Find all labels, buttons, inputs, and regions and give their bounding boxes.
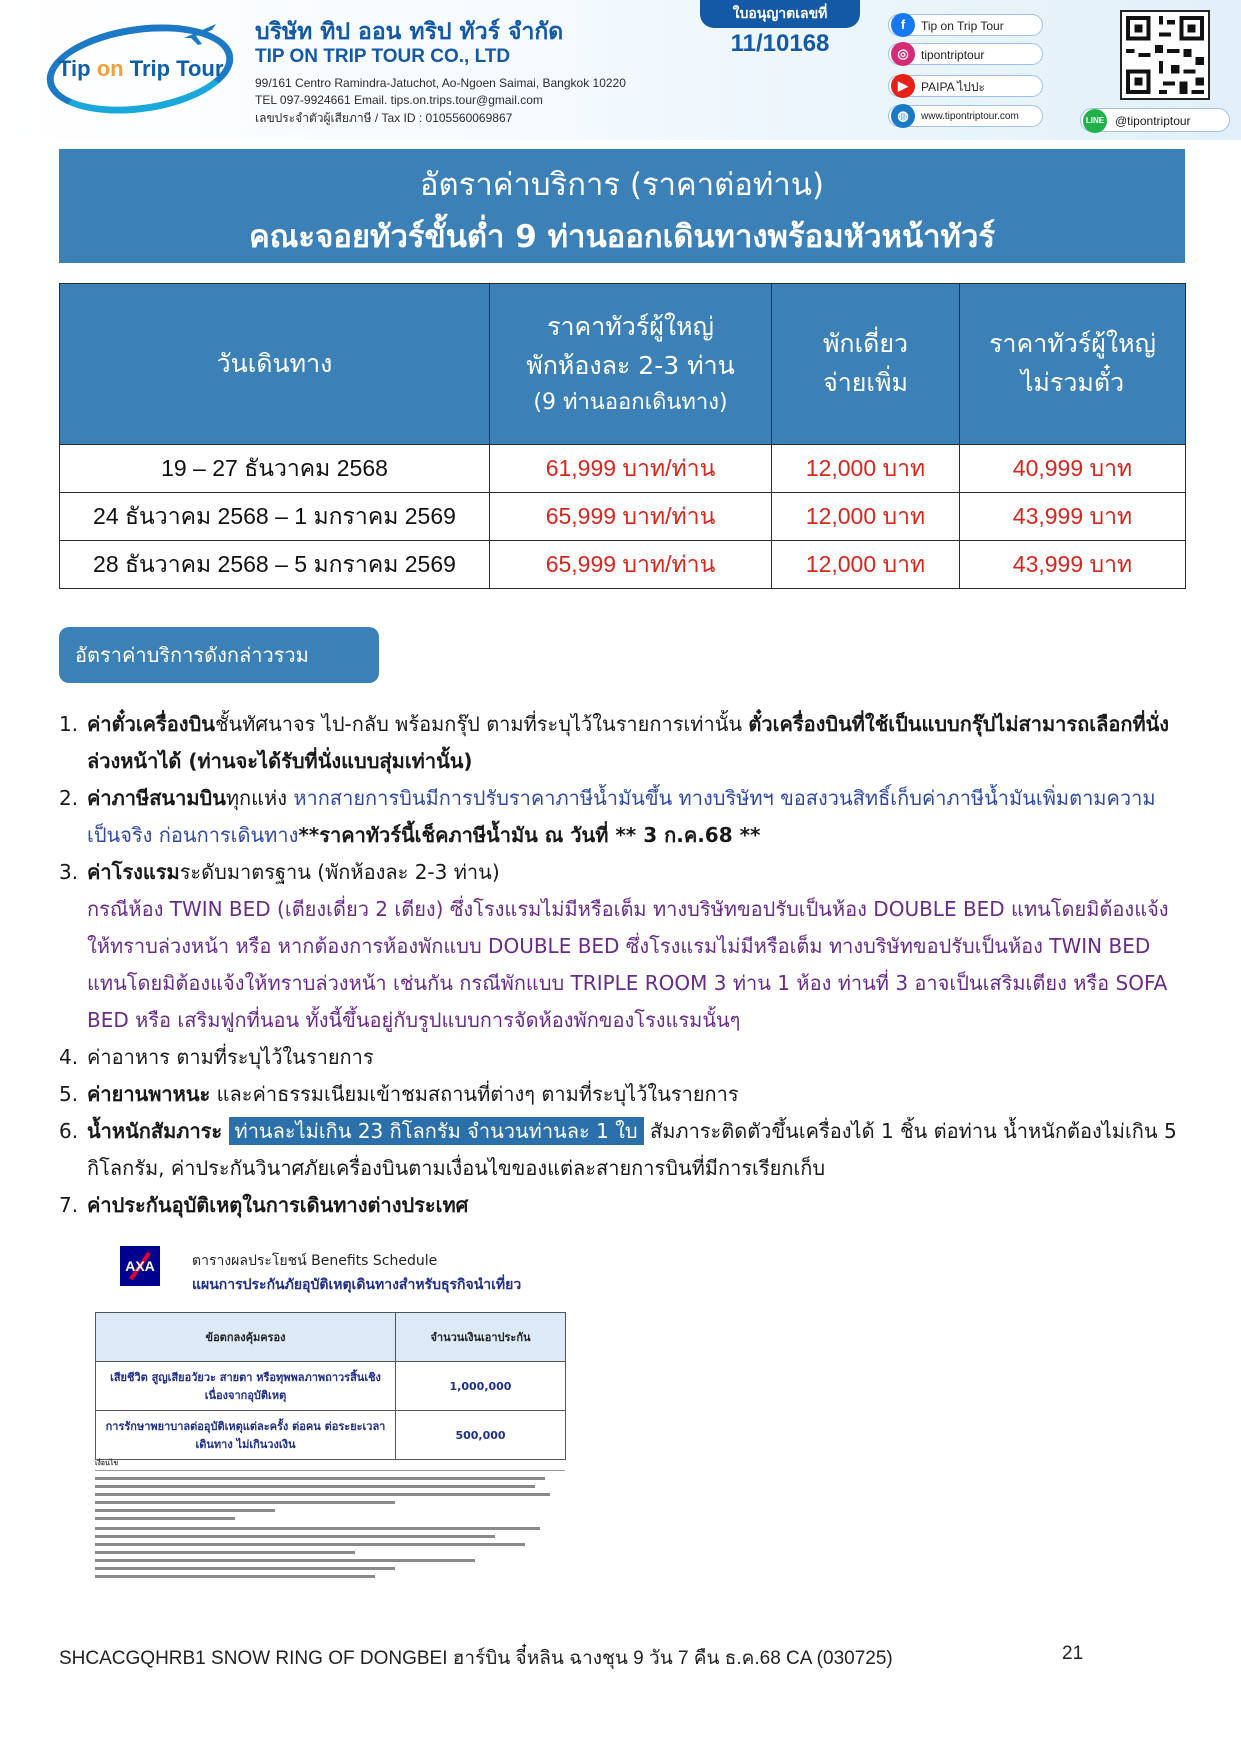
axa-logo: AXA [120,1246,160,1286]
axa-subtitle: แผนการประกันภัยอุบัติเหตุเดินทางสำหรับธุรกิจนำเที่ยว [192,1277,522,1293]
axa-row-value: 500,000 [396,1411,566,1460]
company-tax-id: เลขประจำตัวผู้เสียภาษี / Tax ID : 0105560069867 [255,111,513,125]
website-label: www.tipontriptour.com [921,111,1019,122]
license-label: ใบอนุญาตเลขที่ [700,0,860,28]
company-contact: TEL 097-9924661 Email. tips.on.trips.tour@gmail.com [255,93,543,107]
globe-icon: ◍ [891,104,915,128]
list-item: 5. ค่ายานพาหนะ และค่าธรรมเนียมเข้าชมสถานที่ต่างๆ ตามที่ระบุไว้ในรายการ [59,1082,739,1106]
company-address: 99/161 Centro Ramindra-Jatuchot, Ao-Ngoen Saimai, Bangkok 10220 [255,76,626,90]
logo-word-tip: Tip [58,56,97,81]
fine-print-lines [95,1475,565,1593]
price-table [59,283,1186,589]
list-item: 2. ค่าภาษีสนามบินทุกแห่ง หากสายการบินมีการปรับราคาภาษีน้ำมันขึ้น ทางบริษัทฯ ขอสงวนสิทธิ์เก็บค่าภาษีน้ำมันเพิ่มตามความเป็นจริง ก่อนการเดินทาง**ราคาทัวร์นี้เช็คภาษีน้ำมัน ณ วันที่ ** 3 ก.ค.68 ** [59,786,1156,847]
axa-benefits-table [95,1312,566,1460]
axa-title: ตารางผลประโยชน์ Benefits Schedule [192,1253,438,1269]
banner-subtitle: คณะจอยทัวร์ขั้นต่ำ 9 ท่านออกเดินทางพร้อมหัวหน้าทัวร์ [248,219,996,255]
adult-price: 65,999 บาท/ท่าน [490,541,772,589]
axa-row-label: เสียชีวิต สูญเสียอวัยวะ สายตา หรือทุพพลภาพถาวรสิ้นเชิงเนื่องจากอุบัติเหตุ [96,1362,396,1411]
price-without-ticket: 40,999 บาท [960,445,1186,493]
line-label: @tipontriptour [1115,114,1191,128]
list-item: 7. ค่าประกันอุบัติเหตุในการเดินทางต่างประเทศ [59,1193,469,1217]
banner-title: อัตราค่าบริการ (ราคาต่อท่าน) [419,167,825,203]
logo-text [58,56,238,82]
axa-row-value: 1,000,000 [396,1362,566,1411]
qr-code-image [1120,10,1210,100]
footer-tour-code: SHCACGQHRB1 SNOW RING OF DONGBEI ฮาร์บิน จี๋หลิน ฉางชุน 9 วัน 7 คืน ธ.ค.68 CA (030725) [59,1648,893,1669]
list-item: 3. ค่าโรงแรมระดับมาตรฐาน (พักห้องละ 2-3 ท่าน) กรณีห้อง TWIN BED (เตียงเดี่ยว 2 เตียง) ซึ่งโรงแรมไม่มีหรือเต็ม ทางบริษัทขอปรับเป็นห้อง DOUBLE BED แทนโดยมิต้องแจ้งให้ทราบล่วงหน้า หรือ หากต้องการห้องพักแบบ DOUBLE BED ซึ่งโรงแรมไม่มีหรือเต็ม ทางบริษัทขอปรับเป็นห้อง TWIN BED แทนโดยมิต้องแจ้งให้ทราบล่วงหน้า เช่นกัน กรณีพักแบบ TRIPLE ROOM 3 ท่าน 1 ห้อง ท่านที่ 3 อาจเป็นเสริมเตียง หรือ SOFA BED หรือ เสริมฟูกที่นอน ทั้งนี้ขึ้นอยู่กับรูปแบบการจัดห้องพักของโรงแรมนั้นๆ [59,860,1169,1032]
table-row [60,445,1186,493]
axa-row-label: การรักษาพยาบาลต่ออุบัติเหตุแต่ละครั้ง ต่อคน ต่อระยะเวลาเดินทาง ไม่เกินวงเงิน [96,1411,396,1460]
table-row [96,1411,566,1460]
baggage-highlight: ท่านละไม่เกิน 23 กิโลกรัม จำนวนท่านละ 1 ใบ [229,1117,644,1145]
company-name-english: TIP ON TRIP TOUR CO., LTD [255,46,511,67]
table-row [60,493,1186,541]
line-link[interactable] [1080,108,1230,132]
single-supplement: 12,000 บาท [772,445,960,493]
table-row [96,1362,566,1411]
includes-list [59,706,1185,1224]
list-item: 4. ค่าอาหาร ตามที่ระบุไว้ในรายการ [59,1045,374,1069]
list-item: 1. ค่าตั๋วเครื่องบินชั้นทัศนาจร ไป-กลับ พร้อมกรุ๊ป ตามที่ระบุไว้ในรายการเท่านั้น ตั๋วเครื่องบินที่ใช้เป็นแบบกรุ๊ปไม่สามารถเลือกที่นั่งล่วงหน้าได้ (ท่านจะได้รับที่นั่งแบบสุ่มเท่านั้น) [59,712,1170,773]
price-without-ticket: 43,999 บาท [960,493,1186,541]
price-without-ticket: 43,999 บาท [960,541,1186,589]
license-number: 11/10168 [730,30,830,57]
adult-price: 61,999 บาท/ท่าน [490,445,772,493]
instagram-label: tipontriptour [921,48,985,62]
axa-col-coverage: ข้อตกลงคุ้มครอง [96,1313,396,1362]
logo-word-on: on [96,56,124,81]
axa-benefits-image [95,1238,565,1600]
website-link[interactable] [888,105,1043,127]
facebook-link[interactable] [888,14,1043,36]
youtube-icon: ▶ [891,74,915,98]
header-price-without-ticket: ราคาทัวร์ผู้ใหญ่ ไม่รวมตั๋ว [960,284,1186,445]
instagram-link[interactable] [888,43,1043,65]
single-supplement: 12,000 บาท [772,541,960,589]
rate-title-banner [59,149,1185,263]
facebook-label: Tip on Trip Tour [921,19,1004,33]
page-number: 21 [1062,1643,1084,1664]
travel-date: 28 ธันวาคม 2568 – 5 มกราคม 2569 [60,541,490,589]
youtube-label: PAIPA ไปปะ [921,80,985,94]
header-single-supplement: พักเดี่ยว จ่ายเพิ่ม [772,284,960,445]
youtube-link[interactable] [888,75,1043,97]
adult-price: 65,999 บาท/ท่าน [490,493,772,541]
single-supplement: 12,000 บาท [772,493,960,541]
header-adult-price: ราคาทัวร์ผู้ใหญ่ พักห้องละ 2-3 ท่าน (9 ท่านออกเดินทาง) [490,284,772,445]
list-item: 6. น้ำหนักสัมภาระ ท่านละไม่เกิน 23 กิโลกรัม จำนวนท่านละ 1 ใบ สัมภาระติดตัวขึ้นเครื่องได้ 1 ชิ้น ต่อท่าน น้ำหนักต้องไม่เกิน 5 กิโลกรัม, ค่าประกันวินาศภัยเครื่องบินตามเงื่อนไขของแต่ละสายการบินที่มีการเรียกเก็บ [59,1119,1177,1180]
travel-date: 19 – 27 ธันวาคม 2568 [60,445,490,493]
price-table-header [60,284,1186,445]
instagram-icon: ◎ [891,42,915,66]
logo-word-trip-tour: Trip Tour [123,56,224,81]
company-name-thai: บริษัท ทิป ออน ทริป ทัวร์ จำกัด [255,19,564,45]
company-logo [40,14,240,124]
axa-fine-print: เงื่อนไข [95,1458,565,1598]
airplane-icon [182,18,218,48]
facebook-icon: f [891,13,915,37]
travel-date: 24 ธันวาคม 2568 – 1 มกราคม 2569 [60,493,490,541]
includes-section-tag: อัตราค่าบริการดังกล่าวรวม [59,627,379,683]
line-icon: LINE [1083,109,1107,133]
table-row [60,541,1186,589]
header-travel-date: วันเดินทาง [60,284,490,445]
axa-col-amount: จำนวนเงินเอาประกัน [396,1313,566,1362]
